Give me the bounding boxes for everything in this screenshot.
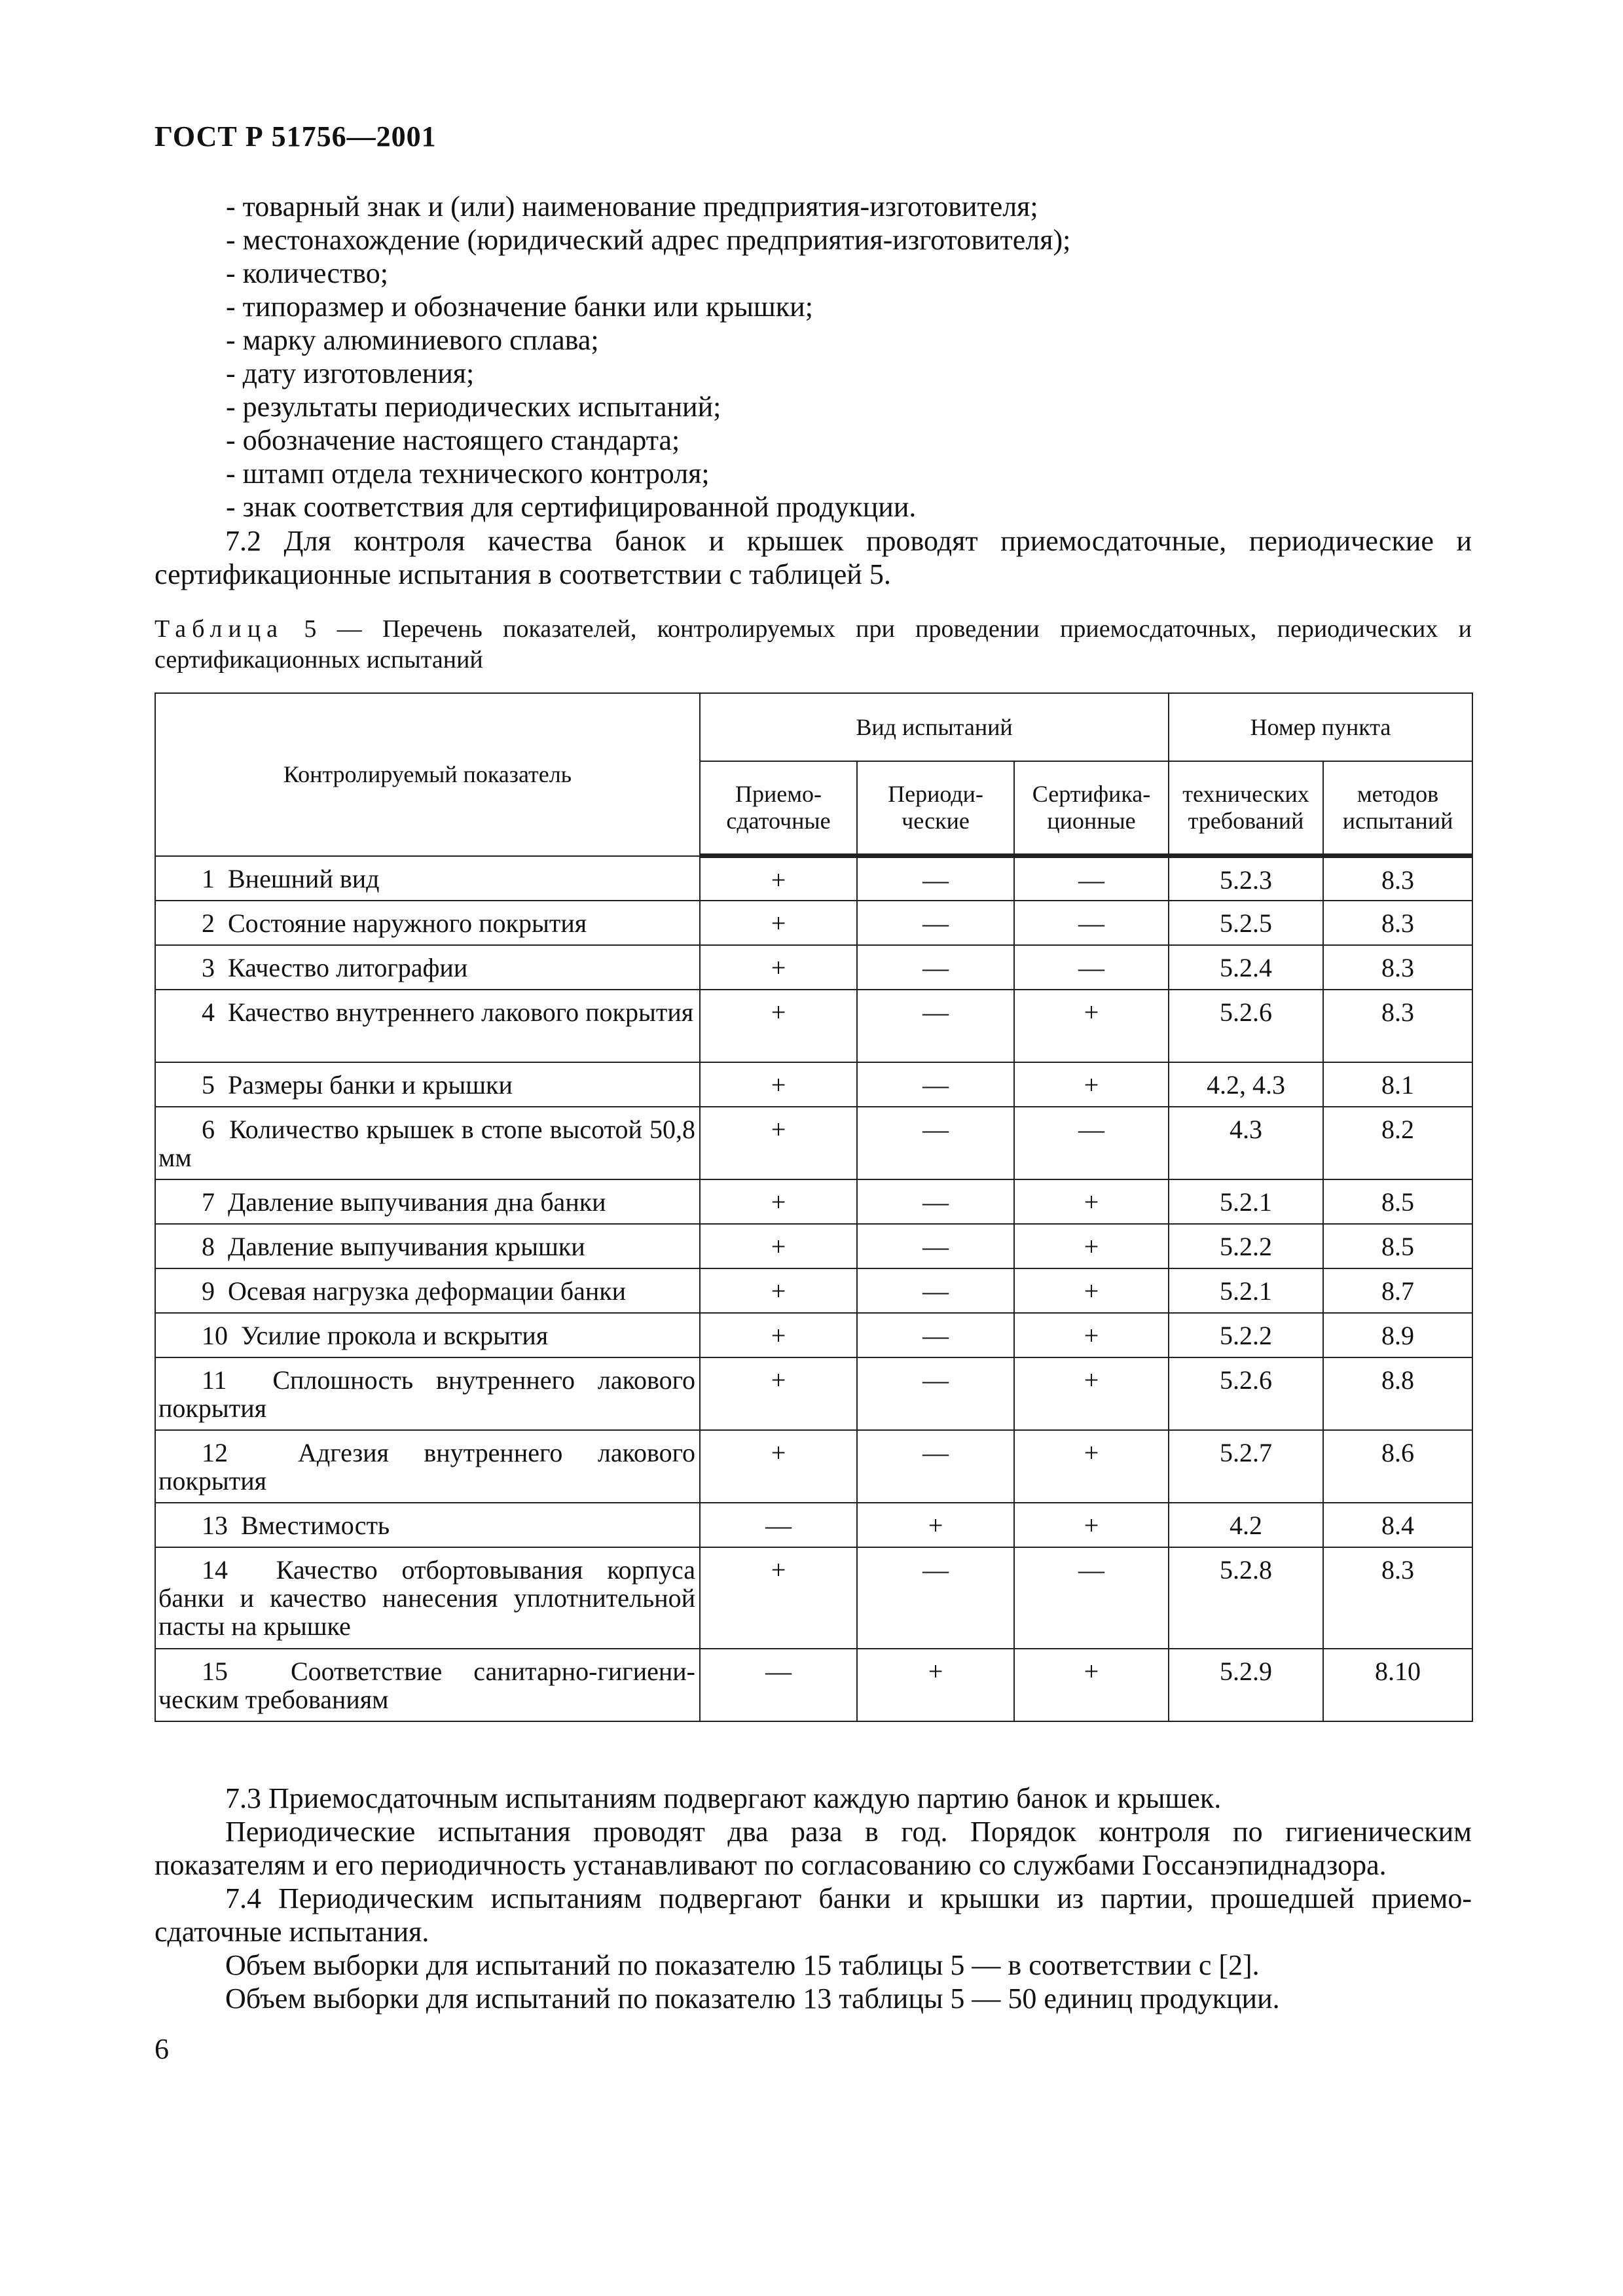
cell-tech-requirement: 5.2.1 bbox=[1169, 1268, 1323, 1313]
row-number: 14 bbox=[202, 1554, 228, 1585]
cell-tech-requirement: 5.2.5 bbox=[1169, 901, 1323, 945]
cell-test-method: 8.5 bbox=[1323, 1224, 1472, 1268]
cell-acceptance: + bbox=[700, 1179, 857, 1224]
table-row bbox=[155, 945, 1472, 990]
table-row bbox=[155, 901, 1472, 945]
row-number: 3 bbox=[202, 952, 215, 982]
table-body bbox=[155, 856, 1472, 1721]
table-row bbox=[155, 1268, 1472, 1313]
cell-periodic: — bbox=[857, 1268, 1014, 1313]
header-test-type: Вид испытаний bbox=[700, 693, 1169, 761]
row-number: 12 bbox=[202, 1437, 228, 1467]
cell-periodic: + bbox=[857, 1649, 1014, 1721]
table-row bbox=[155, 990, 1472, 1062]
table-row bbox=[155, 1313, 1472, 1357]
cell-certification: + bbox=[1014, 1268, 1169, 1313]
list-item: - обозначение настоящего стандарта; bbox=[226, 424, 680, 456]
cell-test-method: 8.3 bbox=[1323, 945, 1472, 990]
table-row bbox=[155, 1062, 1472, 1107]
cell-indicator bbox=[155, 856, 700, 901]
cell-test-method: 8.3 bbox=[1323, 856, 1472, 901]
cell-acceptance: — bbox=[700, 1503, 857, 1547]
table-row bbox=[155, 1179, 1472, 1224]
row-number: 2 bbox=[202, 908, 215, 938]
indicator-name: Качество отбортовывания корпуса банки и качество нанесения уплотнительной пасты на крышке bbox=[158, 1554, 696, 1641]
cell-acceptance: + bbox=[700, 1357, 857, 1430]
cell-tech-requirement: 4.3 bbox=[1169, 1107, 1323, 1179]
header-clause-number: Номер пункта bbox=[1169, 693, 1472, 761]
indicator-name: Размеры банки и крышки bbox=[228, 1069, 513, 1100]
cell-periodic: — bbox=[857, 1224, 1014, 1268]
indicator-name: Качество внутреннего лакового покрытия bbox=[228, 997, 694, 1027]
cell-tech-requirement: 5.2.4 bbox=[1169, 945, 1323, 990]
header-tech-requirements: технических требований bbox=[1169, 761, 1323, 856]
row-number: 15 bbox=[202, 1656, 228, 1686]
list-item: - знак соответствия для сертифицированной продукции. bbox=[226, 491, 917, 523]
list-item: - дату изготовления; bbox=[226, 357, 475, 389]
cell-tech-requirement: 5.2.7 bbox=[1169, 1430, 1323, 1503]
indicator-name: Внешний вид bbox=[228, 863, 380, 893]
paragraph-text: 7.4 Периодическим испытаниям подвергают банки и крышки из партии, прошедшей приемо-сдаточные испытания. bbox=[155, 1882, 1472, 1948]
list-item: - штамп отдела технического контроля; bbox=[226, 457, 710, 490]
paragraph-7-3-periodic bbox=[155, 1815, 1472, 1882]
cell-indicator bbox=[155, 1357, 700, 1430]
cell-certification: — bbox=[1014, 945, 1169, 990]
cell-certification: + bbox=[1014, 1430, 1169, 1503]
indicator-name: Давление выпучивания крышки bbox=[228, 1231, 585, 1261]
cell-periodic: — bbox=[857, 1062, 1014, 1107]
cell-periodic: — bbox=[857, 1179, 1014, 1224]
page-number: 6 bbox=[155, 2033, 169, 2065]
list-item: - типоразмер и обозначение банки или крышки; bbox=[226, 291, 813, 323]
cell-certification: — bbox=[1014, 1107, 1169, 1179]
indicator-name: Соответствие санитарно-гигиени-ческим требованиям bbox=[158, 1656, 696, 1714]
cell-indicator bbox=[155, 901, 700, 945]
cell-indicator bbox=[155, 1179, 700, 1224]
cell-acceptance: + bbox=[700, 1547, 857, 1649]
header-acceptance: Приемо-сдаточные bbox=[700, 761, 857, 856]
cell-certification: — bbox=[1014, 856, 1169, 901]
table-row bbox=[155, 1649, 1472, 1721]
cell-certification: + bbox=[1014, 990, 1169, 1062]
cell-test-method: 8.3 bbox=[1323, 901, 1472, 945]
row-number: 13 bbox=[202, 1510, 228, 1540]
cell-tech-requirement: 4.2 bbox=[1169, 1503, 1323, 1547]
cell-tech-requirement: 5.2.2 bbox=[1169, 1224, 1323, 1268]
table-row bbox=[155, 1503, 1472, 1547]
cell-acceptance: + bbox=[700, 901, 857, 945]
paragraph-7-3 bbox=[155, 1782, 1472, 1815]
indicator-name: Количество крышек в стопе высотой 50,8 мм bbox=[158, 1114, 696, 1172]
indicator-name: Адгезия внутреннего лакового покрытия bbox=[158, 1437, 695, 1496]
cell-indicator bbox=[155, 1313, 700, 1357]
cell-periodic: — bbox=[857, 901, 1014, 945]
cell-periodic: — bbox=[857, 1430, 1014, 1503]
cell-periodic: — bbox=[857, 856, 1014, 901]
indicator-name: Сплошность внутреннего лакового покрытия bbox=[158, 1365, 695, 1423]
cell-indicator bbox=[155, 990, 700, 1062]
cell-test-method: 8.7 bbox=[1323, 1268, 1472, 1313]
row-number: 6 bbox=[202, 1114, 215, 1144]
cell-indicator bbox=[155, 945, 700, 990]
header-indicator: Контролируемый показатель bbox=[155, 693, 700, 856]
table-5 bbox=[155, 692, 1473, 1722]
paragraph-7-2 bbox=[155, 524, 1472, 591]
indicator-name: Усилие прокола и вскрытия bbox=[241, 1320, 549, 1350]
paragraph-text: Объем выборки для испытаний по показателю 13 таблицы 5 — 50 единиц продукции. bbox=[225, 1982, 1280, 2015]
cell-certification: + bbox=[1014, 1503, 1169, 1547]
table-row bbox=[155, 1107, 1472, 1179]
cell-indicator bbox=[155, 1430, 700, 1503]
cell-acceptance: + bbox=[700, 856, 857, 901]
cell-indicator bbox=[155, 1224, 700, 1268]
cell-certification: — bbox=[1014, 901, 1169, 945]
row-number: 10 bbox=[202, 1320, 228, 1350]
table-row bbox=[155, 1547, 1472, 1649]
indicator-name: Вместимость bbox=[241, 1510, 390, 1540]
cell-indicator bbox=[155, 1649, 700, 1721]
row-number: 8 bbox=[202, 1231, 215, 1261]
cell-periodic: — bbox=[857, 1547, 1014, 1649]
indicator-name: Осевая нагрузка деформации банки bbox=[228, 1276, 627, 1306]
table-row bbox=[155, 1430, 1472, 1503]
row-number: 5 bbox=[202, 1069, 215, 1100]
row-number: 9 bbox=[202, 1276, 215, 1306]
cell-acceptance: + bbox=[700, 1062, 857, 1107]
table-row bbox=[155, 856, 1472, 901]
cell-indicator bbox=[155, 1503, 700, 1547]
list-item: - количество; bbox=[226, 257, 388, 289]
paragraph-7-4-sample-13 bbox=[155, 1982, 1472, 2015]
list-item: - товарный знак и (или) наименование предприятия-изготовителя; bbox=[226, 190, 1038, 223]
cell-indicator bbox=[155, 1107, 700, 1179]
marking-list bbox=[226, 190, 1470, 524]
table-caption-text: 5 — Перечень показателей, контролируемых при проведении приемосдаточных, периодических и сертификационных испытаний bbox=[155, 615, 1472, 673]
header-certification: Сертифика-ционные bbox=[1014, 761, 1169, 856]
cell-acceptance: + bbox=[700, 1430, 857, 1503]
cell-tech-requirement: 5.2.8 bbox=[1169, 1547, 1323, 1649]
cell-acceptance: + bbox=[700, 1313, 857, 1357]
cell-test-method: 8.9 bbox=[1323, 1313, 1472, 1357]
cell-tech-requirement: 5.2.6 bbox=[1169, 1357, 1323, 1430]
cell-certification: + bbox=[1014, 1649, 1169, 1721]
cell-indicator bbox=[155, 1547, 700, 1649]
cell-acceptance: — bbox=[700, 1649, 857, 1721]
cell-test-method: 8.3 bbox=[1323, 990, 1472, 1062]
paragraph-7-4 bbox=[155, 1882, 1472, 1948]
cell-indicator bbox=[155, 1268, 700, 1313]
indicator-name: Качество литографии bbox=[228, 952, 468, 982]
paragraph-7-4-sample-15 bbox=[155, 1948, 1472, 1982]
cell-certification: + bbox=[1014, 1357, 1169, 1430]
cell-certification: + bbox=[1014, 1313, 1169, 1357]
header-test-methods: методов испытаний bbox=[1323, 761, 1472, 856]
cell-tech-requirement: 5.2.9 bbox=[1169, 1649, 1323, 1721]
cell-test-method: 8.4 bbox=[1323, 1503, 1472, 1547]
row-number: 1 bbox=[202, 863, 215, 893]
cell-test-method: 8.10 bbox=[1323, 1649, 1472, 1721]
indicator-name: Состояние наружного покрытия bbox=[228, 908, 587, 938]
row-number: 7 bbox=[202, 1187, 215, 1217]
cell-test-method: 8.6 bbox=[1323, 1430, 1472, 1503]
cell-certification: — bbox=[1014, 1547, 1169, 1649]
cell-periodic: — bbox=[857, 1313, 1014, 1357]
cell-acceptance: + bbox=[700, 1224, 857, 1268]
cell-tech-requirement: 5.2.1 bbox=[1169, 1179, 1323, 1224]
list-item: - результаты периодических испытаний; bbox=[226, 391, 721, 423]
list-item: - местонахождение (юридический адрес предприятия-изготовителя); bbox=[226, 224, 1071, 256]
cell-indicator bbox=[155, 1062, 700, 1107]
cell-test-method: 8.3 bbox=[1323, 1547, 1472, 1649]
cell-test-method: 8.5 bbox=[1323, 1179, 1472, 1224]
cell-test-method: 8.1 bbox=[1323, 1062, 1472, 1107]
header-periodic: Периоди-ческие bbox=[857, 761, 1014, 856]
cell-tech-requirement: 5.2.6 bbox=[1169, 990, 1323, 1062]
cell-acceptance: + bbox=[700, 1268, 857, 1313]
cell-certification: + bbox=[1014, 1179, 1169, 1224]
indicator-name: Давление выпучивания дна банки bbox=[228, 1187, 606, 1217]
paragraph-text: 7.3 Приемосдаточным испытаниям подвергают каждую партию банок и крышек. bbox=[225, 1782, 1222, 1814]
row-number: 11 bbox=[202, 1365, 227, 1395]
cell-tech-requirement: 5.2.2 bbox=[1169, 1313, 1323, 1357]
cell-certification: + bbox=[1014, 1062, 1169, 1107]
cell-tech-requirement: 4.2, 4.3 bbox=[1169, 1062, 1323, 1107]
paragraph-text: 7.2 Для контроля качества банок и крышек проводят приемосдаточные, периодические и сертификационные испытания в соответствии с таблицей 5. bbox=[155, 525, 1472, 590]
cell-periodic: — bbox=[857, 1107, 1014, 1179]
cell-acceptance: + bbox=[700, 1107, 857, 1179]
cell-acceptance: + bbox=[700, 990, 857, 1062]
cell-test-method: 8.2 bbox=[1323, 1107, 1472, 1179]
cell-periodic: — bbox=[857, 990, 1014, 1062]
document-code-header: ГОСТ Р 51756—2001 bbox=[155, 120, 437, 152]
table-caption-label: Таблица bbox=[155, 615, 284, 643]
table-row bbox=[155, 1224, 1472, 1268]
row-number: 4 bbox=[202, 997, 215, 1027]
table-caption bbox=[155, 614, 1472, 675]
paragraph-text: Периодические испытания проводят два раза в год. Порядок контроля по гигиеническим показателям и его периодичность устанавливают по согласованию со службами Госсанэпиднадзора. bbox=[155, 1816, 1472, 1881]
cell-periodic: — bbox=[857, 945, 1014, 990]
paragraph-text: Объем выборки для испытаний по показателю 15 таблицы 5 — в соответствии с [2]. bbox=[225, 1949, 1260, 1981]
cell-certification: + bbox=[1014, 1224, 1169, 1268]
cell-periodic: + bbox=[857, 1503, 1014, 1547]
list-item: - марку алюминиевого сплава; bbox=[226, 324, 599, 356]
cell-periodic: — bbox=[857, 1357, 1014, 1430]
cell-test-method: 8.8 bbox=[1323, 1357, 1472, 1430]
cell-acceptance: + bbox=[700, 945, 857, 990]
table-row bbox=[155, 1357, 1472, 1430]
cell-tech-requirement: 5.2.3 bbox=[1169, 856, 1323, 901]
